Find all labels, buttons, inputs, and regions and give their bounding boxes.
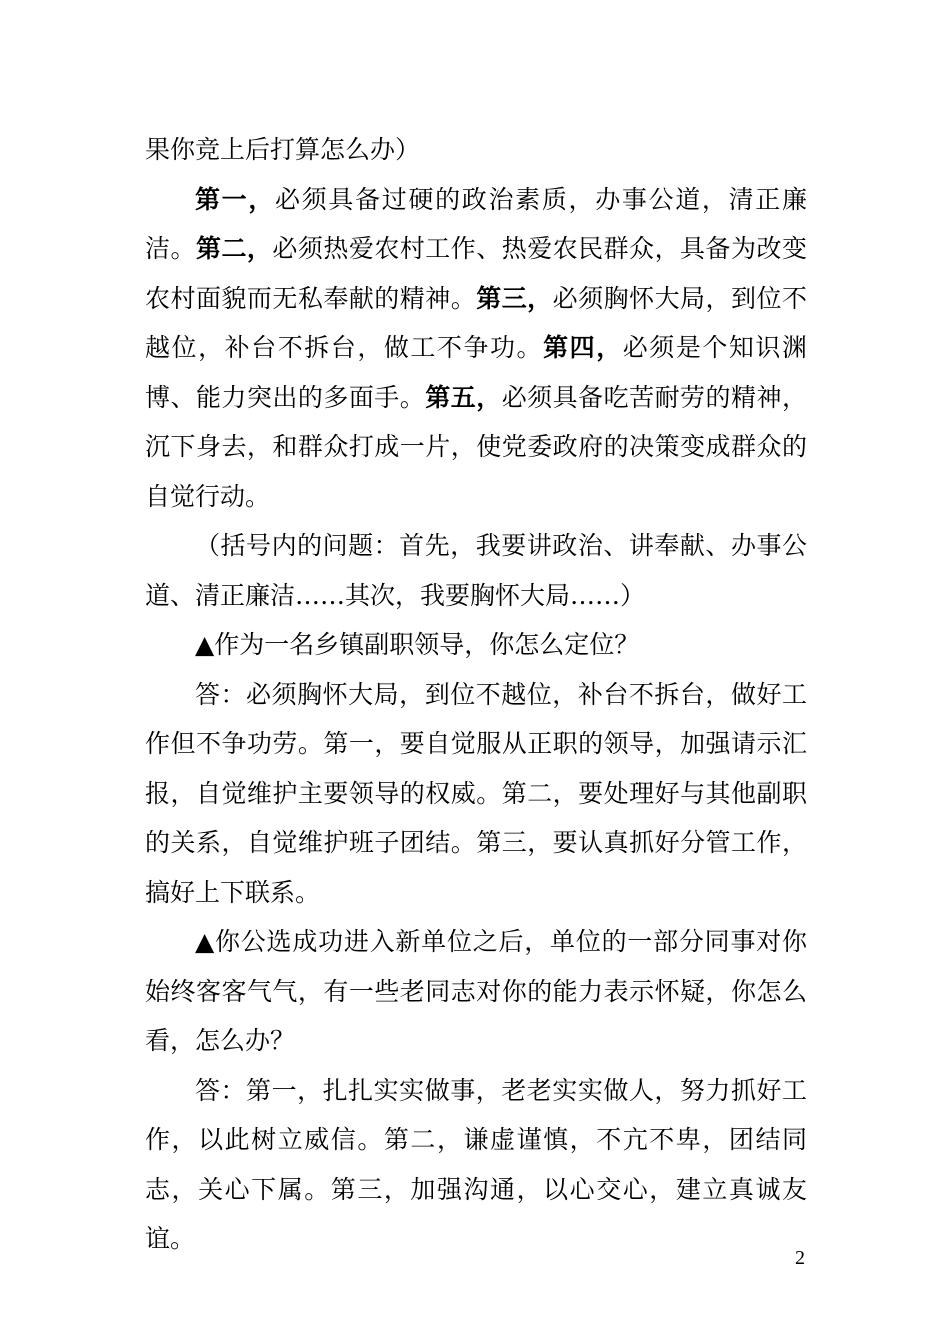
document-body	[145, 125, 807, 1264]
point-text-1: 必须具备过硬的政治素质，办事公道，清正廉洁。	[145, 184, 807, 263]
question-1: ▲作为一名乡镇副职领导，你怎么定位？	[195, 630, 640, 659]
answer-2: 答：第一，扎扎实实做事，老老实实做人，努力抓好工作，以此树立威信。第二，谦虚谨慎，不亢不卑，团结同志，关心下属。第三，加强沟通，以心交心，建立真诚友谊。	[145, 1075, 807, 1253]
paragraph-continuation: 果你竞上后打算怎么办）	[145, 135, 421, 164]
point-label-5: 第五，	[425, 382, 502, 412]
point-text-5: 必须具备吃苦耐劳的精神，沉下身去，和群众打成一片，使党委政府的决策变成群众的自觉行动。	[145, 382, 807, 511]
paragraph-requirements	[145, 175, 807, 522]
paragraph-bracket-note: （括号内的问题：首先，我要讲政治、讲奉献、办事公道、清正廉洁……其次，我要胸怀大局……）	[145, 531, 807, 610]
point-text-2: 必须热爱农村工作、热爱农民群众，具备为改变农村面貌而无私奉献的精神。	[145, 234, 807, 313]
page-number: 2	[795, 1247, 805, 1269]
point-text-3: 必须胸怀大局，到位不越位，补台不拆台，做工不争功。	[145, 283, 807, 362]
point-label-4: 第四，	[543, 333, 623, 362]
point-label-1: 第一，	[195, 184, 276, 214]
point-label-2: 第二，	[195, 234, 273, 263]
point-text-4: 必须是个知识渊博、能力突出的多面手。	[145, 333, 807, 412]
point-label-3: 第三，	[476, 283, 553, 313]
question-2: ▲你公选成功进入新单位之后，单位的一部分同事对你始终客客气气，有一些老同志对你的能力表示怀疑，你怎么看，怎么办？	[145, 927, 807, 1055]
answer-1: 答：必须胸怀大局，到位不越位，补台不拆台，做好工作但不争功劳。第一，要自觉服从正职的领导，加强请示汇报，自觉维护主要领导的权威。第二，要处理好与其他副职的关系，自觉维护班子团结。第三，要认真抓好分管工作，搞好上下联系。	[145, 679, 807, 907]
